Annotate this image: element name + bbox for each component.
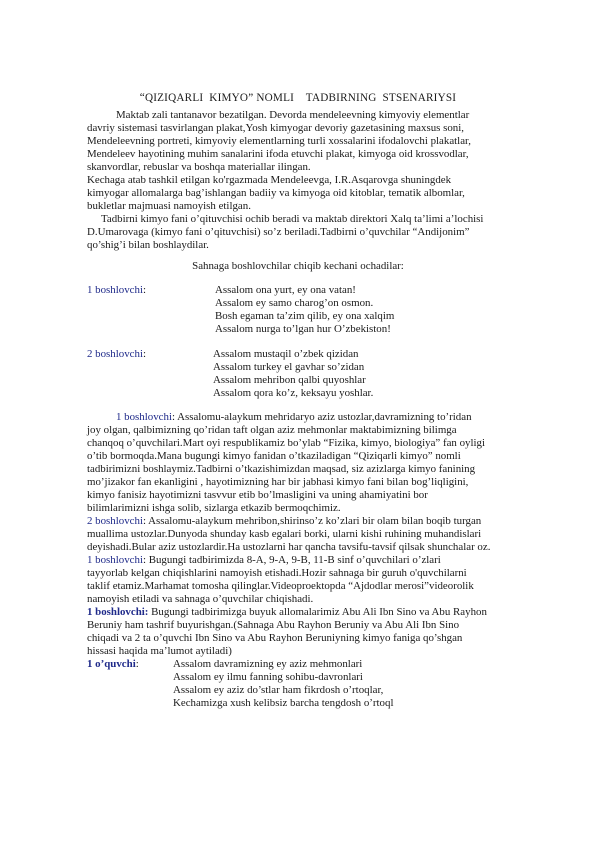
speaker-name: 2 boshlovchi [87,515,143,527]
intro-line: Mendeleev hayotining muhim sanalarini ifoda etuvchi plakat, kimyoga oid krossvodlar, [87,148,469,160]
paragraph-line: Beruniy ham tashrif buyurishgan.(Sahnaga Abu Rayhon Beruniy va Abu Ali Ibn Sino [87,619,460,631]
verse-line: Assalom ona yurt, ey ona vatan! [215,284,356,296]
paragraph-line: kimyo fanisiz hayotimizni tasvvur etib bo’lmasligini va uning ahamiyatini bor [87,489,428,501]
speaker-label [87,284,146,297]
paragraph-line [87,515,537,528]
paragraph-line: chanqoq o’quvchilari.Mart oyi respublikamiz bo’ylab “Fizika, kimyo, biologiya” fan oyligi [87,437,486,449]
stage-direction: Sahnaga boshlovchilar chiqib kechani ochadilar: [192,260,404,272]
paragraph-line: chiqadi va 2 ta o’quvchi Ibn Sino va Abu Rayhon Beruniyning kimyo faniga qo’shgan [87,632,463,644]
verse-line: Assalom ey ilmu fanning sohibu-davronlari [173,671,363,683]
intro-line: skanvordlar, rebuslar va boshqa materiallar ilingan. [87,161,311,173]
speaker-label [87,348,146,361]
speaker-colon: : [142,284,146,296]
intro-line: qo’shig’i bilan boshlaydilar. [87,239,209,251]
paragraph-line [87,554,537,567]
speaker-name: 1 boshlovchi [87,284,143,296]
intro-line: kimyogar allomalarga bag’ishlangan badiiy va kimyoga oid kitoblar, tematik albomlar, [87,187,465,199]
verse-line: Assalom mehribon qalbi quyoshlar [213,374,366,386]
verse-line: Assalom davramizning ey aziz mehmonlari [173,658,363,670]
verse-line: Bosh egaman ta’zim qilib, ey ona xalqim [215,310,395,322]
speaker-name: 2 boshlovchi [87,348,143,360]
document-title: “QIZIQARLI KIMYO” NOMLI TADBIRNING STSENARIYSI [139,92,457,104]
verse-line: Assalom ey aziz do’stlar ham fikrdosh o’rtoqlar, [173,684,384,696]
verse-line: Assalom qora ko’z, keksayu yoshlar. [213,387,374,399]
paragraph-line: muallima ustozlar.Dunyoda shunday kasb egalari borki, ularni kishi ruhining muhandislari [87,528,482,540]
paragraph-text: : Assalomu-alaykum mehridaryo aziz ustozlar,davramizning to’ridan [171,411,472,423]
speaker-name: 1 o’quvchi [87,658,136,670]
verse-line: Assalom nurga to’lgan hur O’zbekiston! [215,323,391,335]
paragraph-line [87,606,537,619]
paragraph-line: tayyorlab kelgan chiqishlarini namoyish etishadi.Hozir sahnaga bir guruh o'quvchilarni [87,567,467,579]
intro-line: Kechaga atab tashkil etilgan ko'rgazmada Mendeleevga, I.R.Asqarovga shuningdek [87,174,452,186]
paragraph-line: mo’jizakor fan ekanligini , hayotimizning har bir jabhasi kimyo fani bilan bog’liqligini, [87,476,469,488]
paragraph-text: : Bugungi tadbirimizda 8-A, 9-A, 9-B, 11-B sinf o’quvchilari o’zlari [142,554,441,566]
paragraph-line: tadbirimizni boshlaymiz.Tadbirni o’tkazishimizdan maqsad, siz azizlarga kimyo fanining [87,463,476,475]
paragraph-line: namoyish etiladi va sahnaga o’quvchilar chiqishadi. [87,593,314,605]
verse-line: Assalom mustaqil o’zbek qizidan [213,348,359,360]
intro-line: Maktab zali tantanavor bezatilgan. Devorda mendeleevning kimyoviy elementlar [116,109,470,121]
intro-line: davriy sistemasi tasvirlangan plakat,Yosh kimyogar devoriy gazetasining maxsus soni, [87,122,464,134]
verse-line: Assalom ey samo charog’on osmon. [215,297,374,309]
paragraph-line: deyishadi.Bular aziz ustozlardir.Ha ustozlarni har qancha tavsifu-tavsif qilsak shunchalar oz. [87,541,491,553]
verse-line: Assalom turkey el gavhar so’zidan [213,361,365,373]
verse-line: Kechamizga xush kelibsiz barcha tengdosh o’rtoql [173,697,394,709]
intro-line: Tadbirni kimyo fani o’qituvchisi ochib beradi va maktab direktori Xalq ta’limi a’lochisi [101,213,484,225]
paragraph-line: joy olgan, qalbimizning qo’ridan taft olgan aziz mehmonlar maktabimizning bilimga [87,424,457,436]
paragraph-line: taklif etamiz.Marhamat tomosha qilinglar.Videoproektopda “Ajdodlar merosi”videorolik [87,580,474,592]
paragraph-line: o’tib bormoqda.Mana bugungi kimyo fanidan o’tkaziladigan “Qiziqarli kimyo” nomli [87,450,461,462]
speaker-name: 1 boshlovchi [87,554,143,566]
speaker-name: 1 boshlovchi [116,411,172,423]
paragraph-line [116,411,566,424]
paragraph-line: bilimlarimizni ishga solib, sizlarga etkazib bermoqchimiz. [87,502,341,514]
intro-line: bukletlar majmuasi namoyish etilgan. [87,200,251,212]
paragraph-line: hissasi haqida ma’lumot aytiladi) [87,645,232,657]
paragraph-text: Bugungi tadbirimizga buyuk allomalarimiz Abu Ali Ibn Sino va Abu Rayhon [148,606,487,618]
paragraph-text: : Assalomu-alaykum mehribon,shirinso’z ko’zlari bir olam bilan boqib turgan [142,515,482,527]
speaker-colon: : [142,348,146,360]
speaker-label [87,658,139,671]
speaker-name: 1 boshlovchi: [87,606,149,618]
intro-line: D.Umarovaga (kimyo fani o’qituvchisi) so’z beriladi.Tadbirni o’quvchilar “Andijonim” [87,226,470,238]
intro-line: Mendeleevning portreti, kimyoviy elementlarning turli xossalarini ifodalovchi plakatlar, [87,135,471,147]
speaker-colon: : [135,658,139,670]
